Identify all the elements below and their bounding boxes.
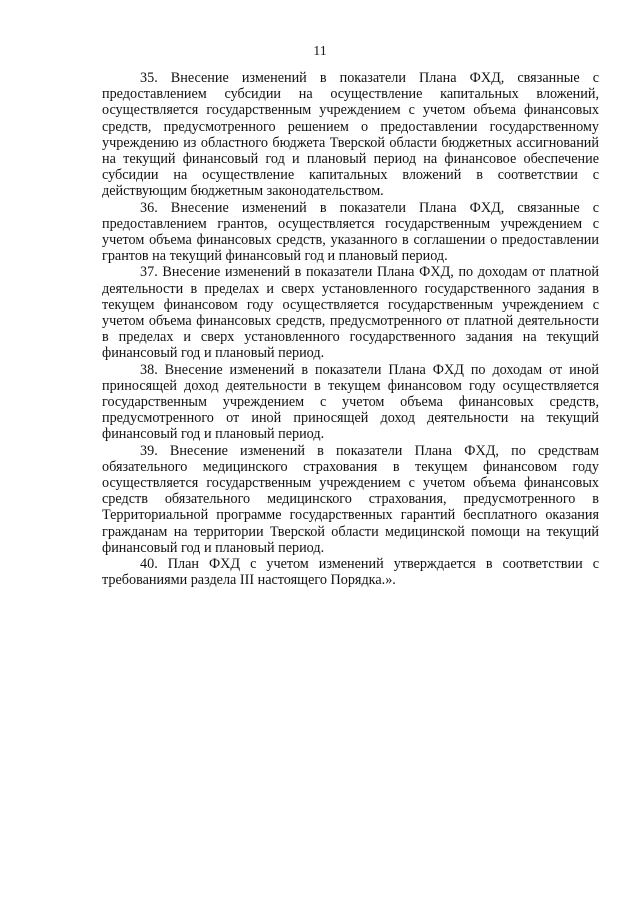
paragraph-40: 40. План ФХД с учетом изменений утверждается в соответствии с требованиями раздела III настоящего Порядка.».	[102, 556, 599, 589]
paragraph-38: 38. Внесение изменений в показатели Плана ФХД по доходам от иной приносящей доход деятельности в текущем финансовом году осуществляется государственным учреждением с учетом объема финансовых средств, предусмотренного от иной приносящей доход деятельности на текущий финансовый год и плановый период.	[102, 361, 599, 443]
paragraph-37: 37. Внесение изменений в показатели Плана ФХД, по доходам от платной деятельности в пределах и сверх установленного государственного задания в текущем финансовом году осуществляется государственным учреждением с учетом объема финансовых средств, предусмотренного от платной деятельности в пределах и сверх установленного государственного задания на текущий финансовый год и плановый период.	[102, 264, 599, 362]
page-number: 11	[313, 44, 327, 59]
paragraph-39: 39. Внесение изменений в показатели Плана ФХД, по средствам обязательного медицинского страхования в текущем финансовом году осуществляется государственным учреждением с учетом объема финансовых средств обязательного медицинского страхования, предусмотренного в Территориальной программе государственных гарантий бесплатного оказания гражданам на территории Тверской области медицинской помощи на текущий финансовый год и плановый период.	[102, 442, 599, 556]
paragraph-36: 36. Внесение изменений в показатели Плана ФХД, связанные с предоставлением грантов, осуществляется государственным учреждением с учетом объема финансовых средств, указанного в соглашении о предоставлении грантов на текущий финансовый год и плановый период.	[102, 199, 599, 265]
paragraph-35: 35. Внесение изменений в показатели Плана ФХД, связанные с предоставлением субсидии на осуществление капитальных вложений, осуществляется государственным учреждением с учетом объема финансовых средств, предусмотренного решением о предоставлении государственному учреждению из областного бюджета Тверской области бюджетных ассигнований на текущий финансовый год и плановый период на финансовое обеспечение субсидии на осуществление капитальных вложений в соответствии с действующим бюджетным законодательством.	[102, 70, 599, 200]
document-body	[102, 70, 599, 589]
